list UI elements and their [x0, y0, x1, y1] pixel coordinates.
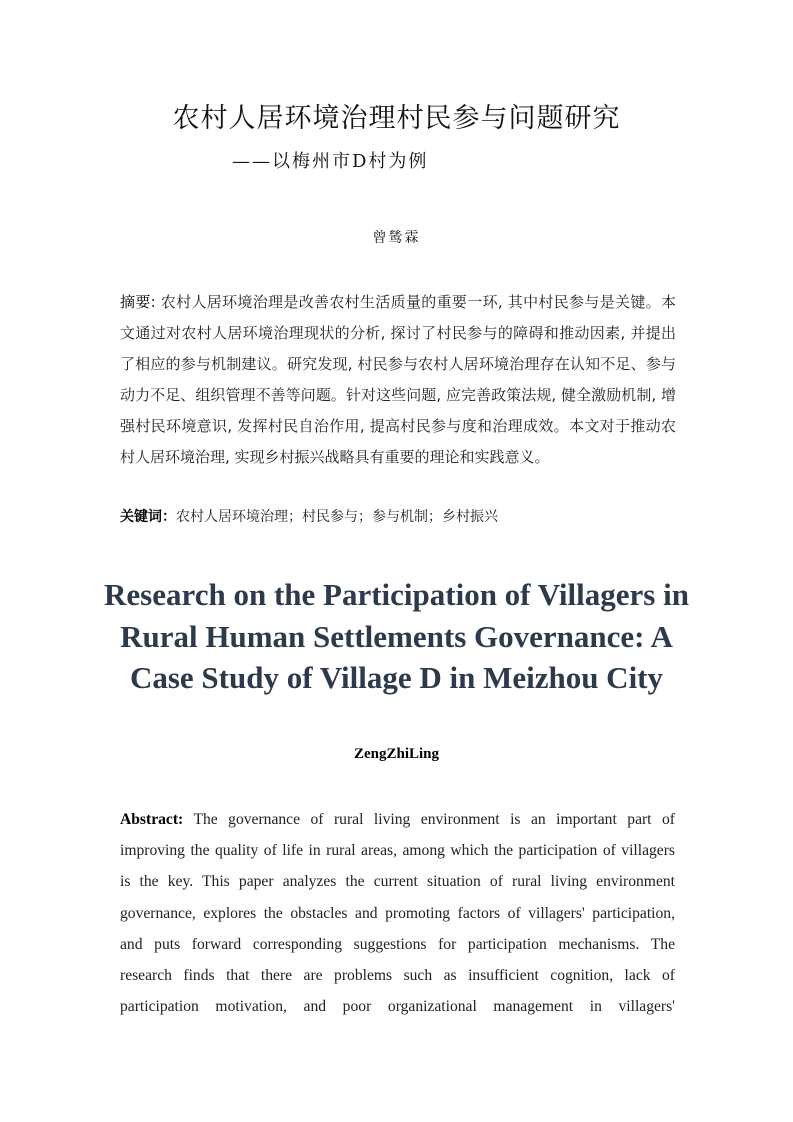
chinese-abstract-label: 摘要 — [120, 293, 151, 311]
chinese-subtitle: ——以梅州市D村为例 — [232, 151, 429, 172]
english-abstract-line: Abstract: The governance of rural living environment is an important part of — [120, 811, 675, 828]
english-title: Research on the Participation of Villagers in Rural Human Settlements Governance: A Case Study of Village D in Meizhou City — [104, 577, 689, 695]
english-abstract-line: research finds that there are problems such as insufficient cognition, lack of — [120, 966, 675, 984]
chinese-abstract — [120, 287, 676, 473]
english-abstract-line: improving the quality of life in rural areas, among which the participation of villagers — [120, 842, 675, 860]
chinese-keywords-text: 农村人居环境治理；村民参与；参与机制；乡村振兴 — [176, 509, 498, 525]
chinese-author: 曾鸶霖 — [372, 230, 421, 246]
chinese-keywords — [120, 504, 676, 530]
english-abstract — [120, 804, 675, 1022]
chinese-abstract-text: : 农村人居环境治理是改善农村生活质量的重要一环, 其中村民参与是关键。本文通过对农村人居环境治理现状的分析, 探讨了村民参与的障碍和推动因素, 并提出了相应的参与机制建议。研究发现, 村民参与农村人居环境治理存在认知不足、参与动力不足、组织管理不善等问题。针对这些问题, 应完善政策法规, 健全激励机制, 增强村民环境意识, 发挥村民自治作用, 提高村民参与度和治理成效。本文对于推动农村人居环境治理, 实现乡村振兴战略具有重要的理论和实践意义。 — [120, 293, 676, 466]
english-abstract-line: is the key. This paper analyzes the current situation of rural living environment — [120, 873, 675, 891]
english-abstract-line: participation motivation, and poor organizational management in villagers' — [120, 998, 675, 1016]
english-abstract-line: governance, explores the obstacles and promoting factors of villagers' participation, — [120, 904, 675, 922]
english-abstract-line: and puts forward corresponding suggestions for participation mechanisms. The — [120, 935, 675, 953]
english-abstract-label: Abstract: — [120, 811, 184, 828]
chinese-keywords-label: 关键词： — [120, 509, 176, 525]
chinese-title: 农村人居环境治理村民参与问题研究 — [172, 103, 621, 134]
english-author: ZengZhiLing — [353, 746, 440, 762]
